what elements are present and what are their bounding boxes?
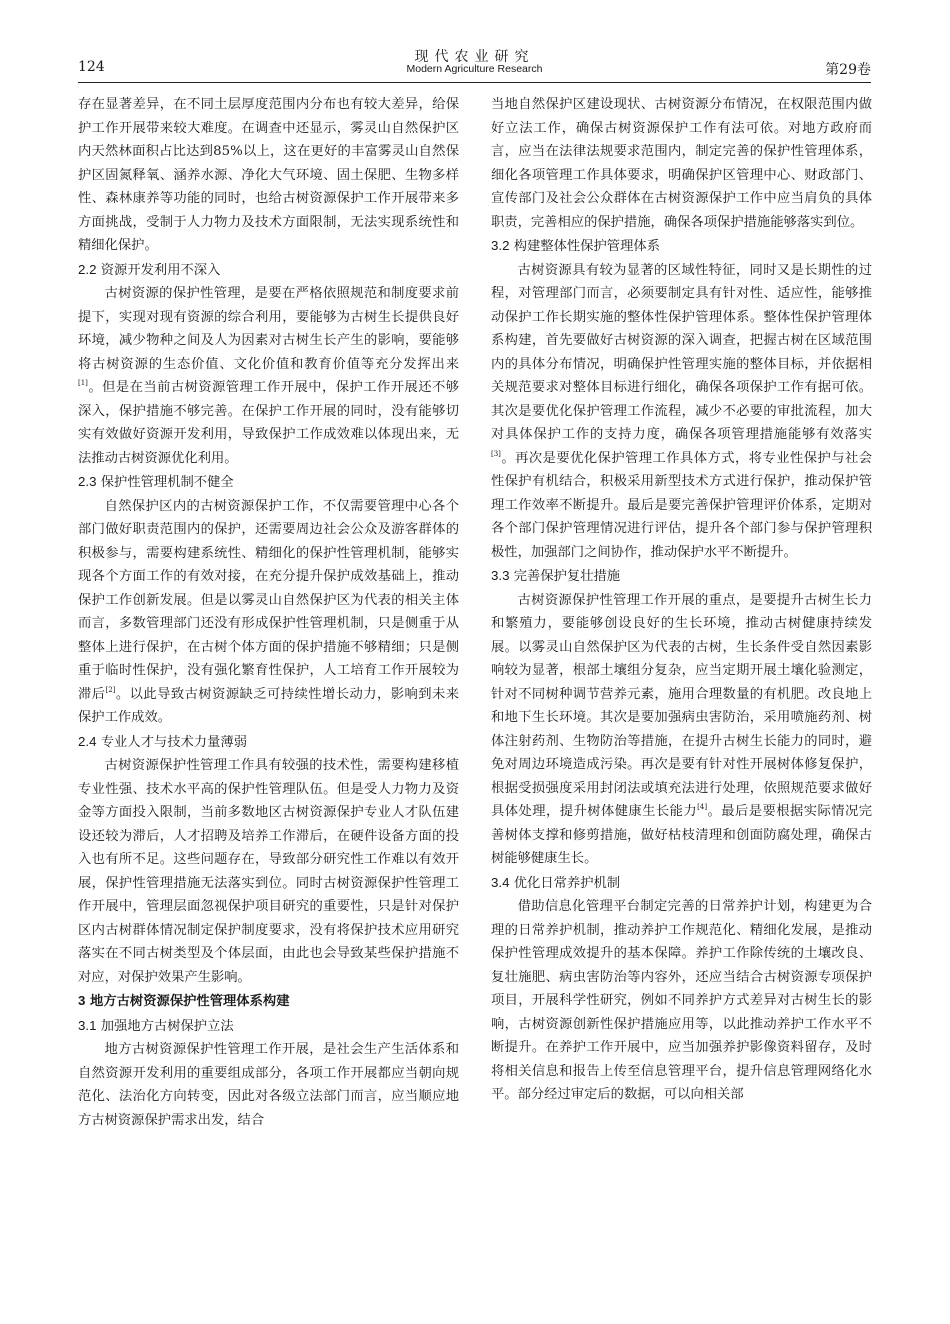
paragraph: 借助信息化管理平台制定完善的日常养护计划，构建更为合理的日常养护机制，推动养护工作规范化、精细化发展，是推动保护性管理成效提升的基本保障。养护工作除传统的土壤改良、复壮施肥、病虫害防治等内容外，还应当结合古树资源专项保护项目，开展科学性研究，例如不同养护方式差异对古树生长的影响，古树资源创新性保护措施应用等，以此推动养护工作水平不断提升。在养护工作开展中，应当加强养护影像资料留存，及时将相关信息和报告上传至信息管理平台，提升信息管理网络化水平。部分经过审定后的数据，可以向相关部 xyxy=(491,899,872,1102)
paragraph: 古树资源保护性管理工作开展的重点，是要提升古树生长力和繁殖力，要能够创设良好的生长环境，推动古树健康持续发展。以雾灵山自然保护区为代表的古树，生长条件受自然因素影响较为显著，根部土壤组分复杂，应当定期开展土壤化验测定，针对不同树种调节营养元素，施用合理数量的有机肥。改良地上和地下生长环境。其次是要加强病虫害防治，采用喷施药剂、树体注射药剂、生物防治等措施，在提升古树生长能力的同时，避免对周边环境造成污染。再次是要有针对性开展树体修复保护，根据受损强度采用封闭法或填充法进行处理，依照规范要求做好具体处理，提升树体健康生长能力[4]。最后是要根据实际情况完善树体支撑和修剪措施，做好枯枝清理和创面防腐处理，确保古树能够健康生长。 xyxy=(491,592,873,866)
section-heading-2-2: 2.2 资源开发利用不深入 xyxy=(78,261,221,278)
citation: [2] xyxy=(105,685,116,694)
left-column xyxy=(78,93,459,1132)
paragraph: 古树资源的保护性管理，是要在严格依照规范和制度要求前提下，实现对现有资源的综合利用，要能够为古树生长提供良好环境，减少物种之间及人为因素对古树生长产生的影响，要能够将古树资源的生态价值、文化价值和教育价值等充分发挥出来[1]。但是在当前古树资源管理工作开展中，保护工作开展还不够深入，保护措施不够完善。在保护工作开展的同时，没有能够切实有效做好资源开发利用，导致保护工作成效难以体现出来，无法推动古树资源优化利用。 xyxy=(78,286,459,466)
section-heading-2-4: 2.4 专业人才与技术力量薄弱 xyxy=(78,733,247,750)
journal-title-cn: 现代农业研究 xyxy=(414,49,535,65)
paragraph: 古树资源具有较为显著的区域性特征，同时又是长期性的过程，对管理部门而言，必须要制定具有针对性、适应性，能够推动保护工作长期实施的整体性保护管理体系。整体性保护管理体系构建，首先要做好古树资源的深入调查，把握古树在区域范围内的具体分布情况，明确保护性管理实施的整体目标，并依据相关规范要求对整体目标进行细化，确保各项保护工作有据可依。其次是要优化保护管理工作流程，减少不必要的审批流程，加大对具体保护工作的支持力度，确保各项管理措施能够有效落实[3]。再次是要优化保护管理工作具体方式，将专业性保护与社会性保护有机结合，积极采用新型技术方式进行保护，推动保护管理工作效率不断提升。最后是要完善保护管理评价体系，定期对各个部门保护管理情况进行评估，提升各个部门参与保护管理积极性，加强部门之间协作，推动保护水平不断提升。 xyxy=(491,262,872,560)
section-heading-3-2: 3.2 构建整体性保护管理体系 xyxy=(491,238,660,254)
paragraph: 古树资源保护性管理工作具有较强的技术性，需要构建移植专业性强、技术水平高的保护性管理队伍。但是受人力物力及资金等方面投入限制，当前多数地区古树资源保护专业人才队伍建设还较为滞后，人才招聘及培养工作滞后，在硬件设备方面的投入也有所不足。这些问题存在，导致部分研究性工作难以有效开展，保护性管理措施无法落实到位。同时古树资源保护性管理工作开展中，管理层面忽视保护项目研究的重要性，只是针对保护区内古树群体情况制定保护制度要求，没有将保护技术应用研究落实在不同古树类型及个体层面，由此也会导致某些保护措施不对应，对保护效果产生影响。 xyxy=(78,758,459,985)
citation: [4] xyxy=(697,803,708,811)
paragraph: 当地自然保护区建设现状、古树资源分布情况，在权限范围内做好立法工作，确保古树资源保护工作有法可依。对地方政府而言，应当在法律法规要求范围内，制定完善的保护性管理体系，细化各项管理工作具体要求，明确保护区管理中心、财政部门、宣传部门及社会公众群体在古树资源保护工作中应当肩负的具体职责，完善相应的保护措施，确保各项保护措施能够落实到位。 xyxy=(491,97,872,230)
section-heading-2-3: 2.3 保护性管理机制不健全 xyxy=(78,474,234,490)
paragraph: 地方古树资源保护性管理工作开展，是社会生产生活体系和自然资源开发利用的重要组成部分，各项工作开展都应当朝向规范化、法治化方向转变，因此对各级立法部门而言，应当顺应地方古树资源保护需求出发，结合 xyxy=(78,1042,459,1128)
section-heading-3: 3 地方古树资源保护性管理体系构建 xyxy=(78,993,290,1009)
journal-title-en: Modern Agriculture Research xyxy=(406,63,543,75)
paragraph: 存在显著差异，在不同土层厚度范围内分布也有较大差异，给保护工作开展带来较大难度。在调查中还显示，雾灵山自然保护区内天然林面积占比达到85%以上，这在更好的丰富雾灵山自然保护区固氮释氧、涵养水源、净化大气环境、固土保肥、生物多样性、森林康养等功能的同时，也给古树资源保护工作开展带来多方面挑战，受制于人力物力及技术方面限制，无法实现系统性和精细化保护。 xyxy=(78,97,459,253)
citation: [3] xyxy=(491,449,501,458)
page-number: 124 xyxy=(78,59,105,75)
section-heading-3-3: 3.3 完善保护复壮措施 xyxy=(491,568,621,584)
right-column xyxy=(491,93,872,1107)
section-heading-3-1: 3.1 加强地方古树保护立法 xyxy=(78,1017,234,1034)
running-header xyxy=(78,44,871,83)
paragraph: 自然保护区内的古树资源保护工作，不仅需要管理中心各个部门做好职责范围内的保护，还需要周边社会公众及游客群体的积极参与，需要构建系统性、精细化的保护性管理机制，能够实现各个方面工作的有效对接，在充分提升保护成效基础上，推动保护工作创新发展。但是以雾灵山自然保护区为代表的相关主体而言，多数管理部门还没有形成保护性管理机制，只是侧重于从整体上进行保护，在古树个体方面的保护措施不够精细；只是侧重于临时性保护，没有强化繁育性保护，人工培育工作开展较为滞后[2]。以此导致古树资源缺乏可持续性增长动力，影响到未来保护工作成效。 xyxy=(78,498,460,725)
volume-label: 第29卷 xyxy=(825,62,871,78)
section-heading-3-4: 3.4 优化日常养护机制 xyxy=(491,874,621,891)
citation: [1] xyxy=(78,379,88,387)
